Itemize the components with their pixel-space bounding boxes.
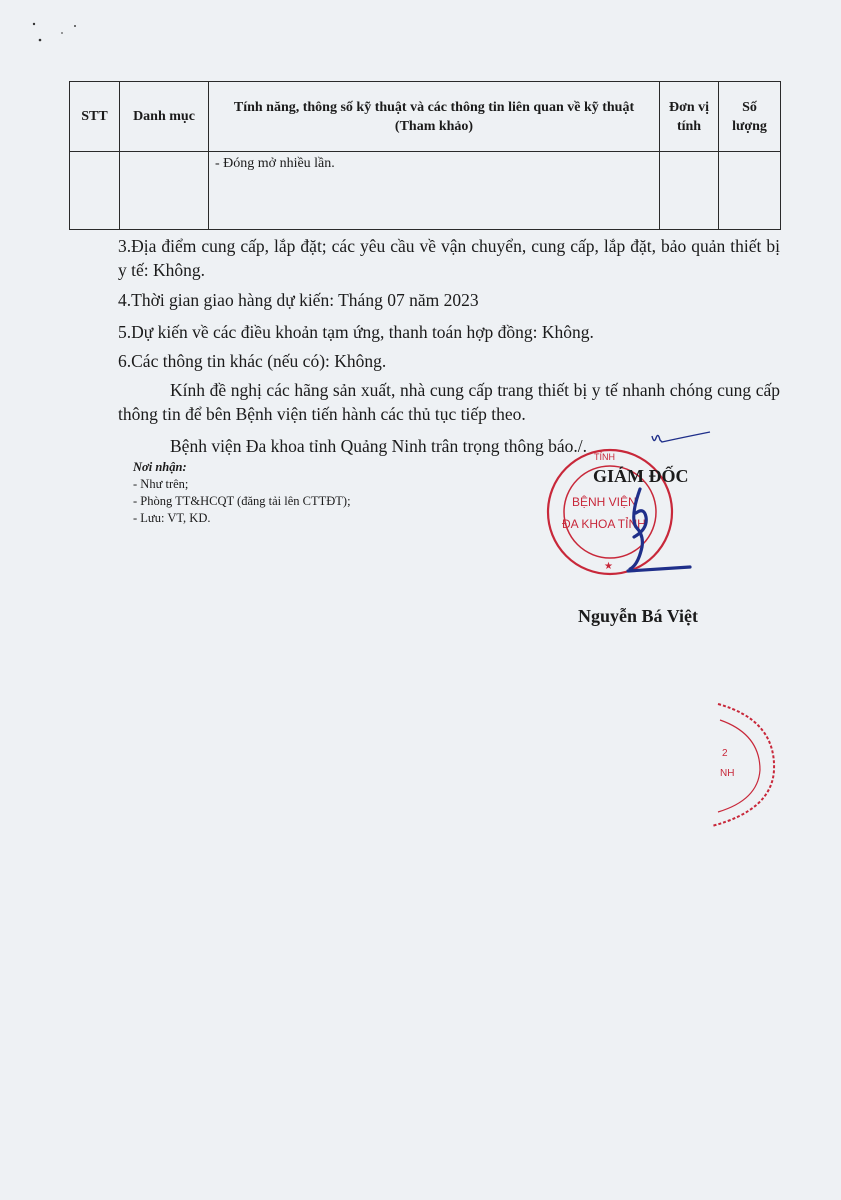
svg-text:★: ★ xyxy=(604,561,613,572)
cell-category xyxy=(120,152,209,230)
stamp-line-2: ĐA KHOA TỈNH xyxy=(562,517,646,531)
cell-unit xyxy=(660,152,719,230)
recipient-item: - Lưu: VT, KD. xyxy=(133,511,211,525)
cell-stt xyxy=(70,152,120,230)
svg-text:2: 2 xyxy=(722,748,728,759)
cell-specs: - Đóng mở nhiều lần. xyxy=(209,152,660,230)
recipient-item: - Phòng TT&HCQT (đăng tải lên CTTĐT); xyxy=(133,494,351,508)
stamp-line-1: BỆNH VIỆN xyxy=(572,495,637,509)
director-title: GIÁM ĐỐC xyxy=(593,466,689,486)
scan-specks xyxy=(30,20,90,48)
item-6: 6.Các thông tin khác (nếu có): Không. xyxy=(118,351,387,371)
request-paragraph: Kính đề nghị các hãng sản xuất, nhà cung cấp trang thiết bị y tế nhanh chóng cung cấp thông tin để bên Bệnh viện tiến hành các thủ tục tiếp theo. xyxy=(118,380,780,424)
director-signature xyxy=(600,487,700,575)
table-header-row xyxy=(70,82,781,152)
item-4: 4.Thời gian giao hàng dự kiến: Tháng 07 năm 2023 xyxy=(118,290,479,310)
item-5: 5.Dự kiến về các điều khoản tạm ứng, thanh toán hợp đồng: Không. xyxy=(118,322,594,342)
spec-table xyxy=(69,81,781,230)
header-category: Danh mục xyxy=(120,82,209,152)
recipients-title: Nơi nhận: xyxy=(133,460,187,474)
signer-name: Nguyễn Bá Việt xyxy=(578,606,699,626)
page-seal-fragment xyxy=(698,700,778,830)
cell-quantity xyxy=(719,152,781,230)
recipient-item: - Như trên; xyxy=(133,477,189,491)
initial-mark xyxy=(650,428,712,450)
svg-text:NH: NH xyxy=(720,768,735,779)
recipients-block xyxy=(133,459,351,527)
stamp-ring-text: TỈNH xyxy=(594,452,615,462)
header-specs: Tính năng, thông số kỹ thuật và các thông tin liên quan về kỹ thuật (Tham khảo) xyxy=(209,82,660,152)
item-3: 3.Địa điểm cung cấp, lắp đặt; các yêu cầu về vận chuyển, cung cấp, lắp đặt, bảo quản thiết bị y tế: Không. xyxy=(118,236,780,280)
header-stt: STT xyxy=(70,82,120,152)
header-quantity: Số lượng xyxy=(719,82,781,152)
closing-line: Bệnh viện Đa khoa tỉnh Quảng Ninh trân trọng thông báo./. xyxy=(170,436,588,456)
table-row xyxy=(70,152,781,230)
header-unit: Đơn vị tính xyxy=(660,82,719,152)
